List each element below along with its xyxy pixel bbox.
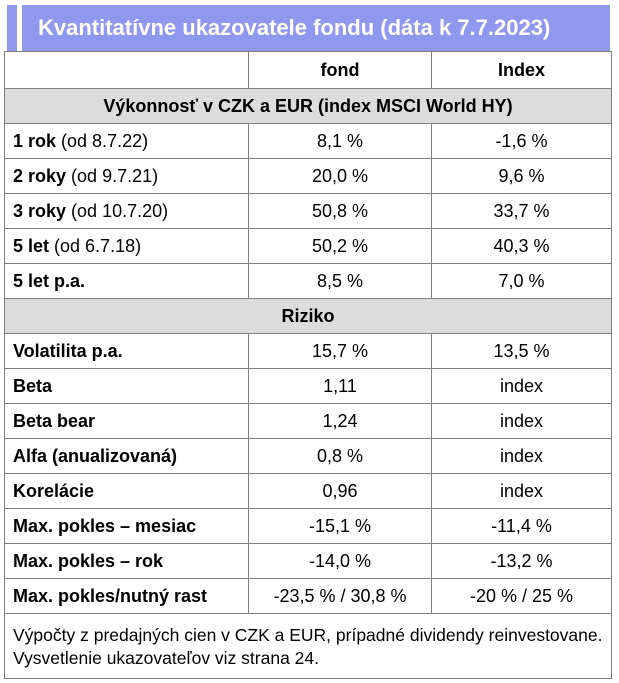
column-header-index: Index: [432, 52, 612, 89]
table-row: [5, 159, 612, 194]
fund-value: 0,8 %: [249, 439, 432, 474]
row-label: Volatilita p.a.: [5, 334, 249, 369]
section-title: Výkonnosť v CZK a EUR (index MSCI World HY): [5, 89, 612, 124]
footnote: Výpočty z predajných cien v CZK a EUR, prípadné dividendy reinvestovane. Vysvetlenie ukazovateľov viz strana 24.: [5, 614, 612, 679]
table-row: [5, 404, 612, 439]
row-label: 2 roky (od 9.7.21): [5, 159, 249, 194]
table-row: [5, 509, 612, 544]
fund-value: -14,0 %: [249, 544, 432, 579]
fund-value: 0,96: [249, 474, 432, 509]
index-value: 13,5 %: [432, 334, 612, 369]
fund-value: 1,24: [249, 404, 432, 439]
column-header-row: [5, 52, 612, 89]
fund-value: 50,8 %: [249, 194, 432, 229]
row-label: Korelácie: [5, 474, 249, 509]
index-value: -1,6 %: [432, 124, 612, 159]
table-row: [5, 369, 612, 404]
fund-value: -15,1 %: [249, 509, 432, 544]
fund-value: 1,11: [249, 369, 432, 404]
index-value: 7,0 %: [432, 264, 612, 299]
row-label: Max. pokles – rok: [5, 544, 249, 579]
index-value: index: [432, 369, 612, 404]
row-label: Max. pokles/nutný rast: [5, 579, 249, 614]
fund-value: 8,5 %: [249, 264, 432, 299]
row-label: 5 let (od 6.7.18): [5, 229, 249, 264]
index-value: index: [432, 474, 612, 509]
row-label: Beta: [5, 369, 249, 404]
table-row: [5, 579, 612, 614]
index-value: index: [432, 404, 612, 439]
column-header-label: [5, 52, 249, 89]
row-label: 5 let p.a.: [5, 264, 249, 299]
row-label: 3 roky (od 10.7.20): [5, 194, 249, 229]
section-risk: [5, 299, 612, 334]
row-label: 1 rok (od 8.7.22): [5, 124, 249, 159]
section-performance: [5, 89, 612, 124]
table-header-banner: [7, 5, 610, 51]
index-value: 9,6 %: [432, 159, 612, 194]
index-value: -20 % / 25 %: [432, 579, 612, 614]
row-label: Max. pokles – mesiac: [5, 509, 249, 544]
table-title: Kvantitatívne ukazovatele fondu (dáta k 7.7.2023): [22, 5, 610, 51]
footnote-row: [5, 614, 612, 679]
header-accent-bar: [7, 5, 17, 51]
table-row: [5, 264, 612, 299]
table-row: [5, 439, 612, 474]
index-value: -13,2 %: [432, 544, 612, 579]
index-value: 40,3 %: [432, 229, 612, 264]
fund-value: 20,0 %: [249, 159, 432, 194]
index-value: 33,7 %: [432, 194, 612, 229]
index-value: index: [432, 439, 612, 474]
table-row: [5, 124, 612, 159]
table-row: [5, 194, 612, 229]
table-row: [5, 334, 612, 369]
fund-value: 8,1 %: [249, 124, 432, 159]
table-row: [5, 474, 612, 509]
fund-value: 50,2 %: [249, 229, 432, 264]
indicators-table: [4, 51, 612, 679]
column-header-fund: fond: [249, 52, 432, 89]
index-value: -11,4 %: [432, 509, 612, 544]
table-row: [5, 229, 612, 264]
row-label: Beta bear: [5, 404, 249, 439]
fund-value: 15,7 %: [249, 334, 432, 369]
row-label: Alfa (anualizovaná): [5, 439, 249, 474]
fund-value: -23,5 % / 30,8 %: [249, 579, 432, 614]
section-title: Riziko: [5, 299, 612, 334]
table-row: [5, 544, 612, 579]
